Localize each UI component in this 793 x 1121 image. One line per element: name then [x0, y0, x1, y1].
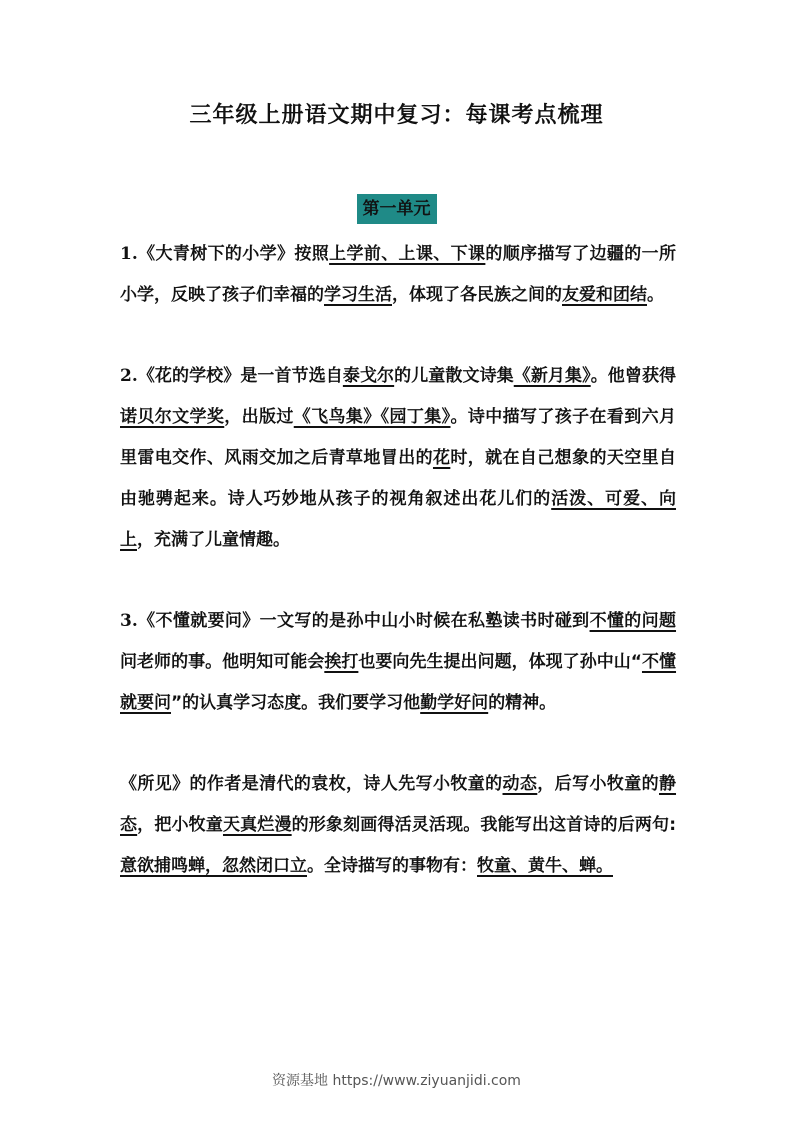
paragraph-4	[120, 764, 676, 887]
text: ，充满了儿童情趣。	[137, 530, 290, 550]
key-point: 意欲捕鸣蝉，忽然闭口立	[120, 856, 307, 876]
item-number: 3.	[120, 611, 138, 631]
item-number: 2.	[120, 366, 138, 386]
text: 《花的学校》是一首节选自	[137, 366, 343, 386]
key-point: 上学前、上课、下课	[329, 244, 486, 264]
text: 。他曾获得	[590, 366, 677, 386]
key-point: 花	[432, 448, 451, 468]
key-point: 天真烂漫	[222, 815, 292, 835]
text: 《所见》的作者是清代的袁枚，诗人先写小牧童的	[120, 774, 503, 794]
text: ，出版过	[224, 407, 294, 427]
text: 也要向先生提出问题，体现了孙中山“	[358, 652, 642, 672]
text: 。全诗描写的事物有：	[307, 856, 477, 876]
key-point: 《飞鸟集》《园丁集》	[293, 407, 451, 427]
key-point: 牧童、黄牛、蝉。	[477, 856, 613, 876]
unit-heading: 第一单元	[357, 194, 437, 224]
paragraph-1	[120, 234, 676, 316]
text: 《大青树下的小学》按照	[137, 244, 330, 264]
key-point: 动态	[502, 774, 538, 794]
text: 的精神。	[488, 693, 557, 713]
page-title: 三年级上册语文期中复习：每课考点梳理	[189, 103, 604, 128]
footer-watermark: 资源基地 https://www.ziyuanjidi.com	[272, 1073, 521, 1089]
key-point: 不懂的问题	[589, 611, 677, 631]
item-number: 1.	[120, 244, 138, 264]
text: 时，就在自己想象的天空里自由驰骋起来。诗人巧妙地从孩子的视角叙述出花儿们的	[120, 448, 677, 509]
key-point: 《新月集》	[513, 366, 591, 386]
key-point: 不懂就要问	[120, 652, 677, 713]
text: 。	[647, 285, 664, 305]
text: ，体现了各民族之间的	[392, 285, 562, 305]
unit-heading-container	[0, 194, 793, 224]
key-point: 泰戈尔	[342, 366, 395, 386]
text: 。诗中描写了孩子在看到六月里雷电交作、风雨交加之后青草地冒出的	[120, 407, 676, 468]
text: 的儿童散文诗集	[394, 366, 514, 386]
paragraph-3	[120, 601, 676, 724]
text: 《不懂就要问》一文写的是孙中山小时候在私塾读书时碰到	[137, 611, 590, 631]
key-point: 学习生活	[324, 285, 392, 305]
text: 问老师的事。他明知可能会	[120, 652, 325, 672]
key-point: 静态	[120, 774, 677, 835]
text: ，把小牧童	[137, 815, 223, 835]
paragraph-2	[120, 356, 676, 561]
key-point: 诺贝尔文学奖	[120, 407, 225, 427]
text: ，后写小牧童的	[537, 774, 660, 794]
text: 的顺序描写了边疆的一所小学，反映了孩子们幸福的	[120, 244, 677, 305]
text: ”的认真学习态度。我们要学习他	[171, 693, 421, 713]
key-point: 活泼、可爱、向上	[120, 489, 677, 550]
key-point: 挨打	[324, 652, 359, 672]
document-body	[120, 234, 676, 927]
key-point: 友爱和团结	[562, 285, 647, 305]
key-point: 勤学好问	[420, 693, 489, 713]
text: 的形象刻画得活灵活现。我能写出这首诗的后两句:	[291, 815, 677, 835]
